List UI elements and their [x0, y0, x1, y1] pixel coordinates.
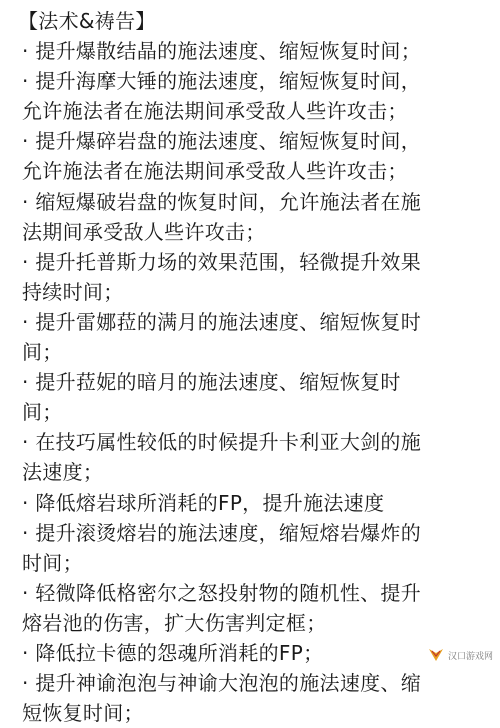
- watermark-text: 汉口游戏网: [447, 651, 493, 662]
- section-title: 【法术&祷告】: [18, 9, 156, 33]
- text-line: · 提升爆散结晶的施法速度、缩短恢复时间；: [22, 39, 422, 64]
- text-line: 持续时间；: [22, 279, 124, 304]
- text-line: · 提升托普斯力场的效果范围，轻微提升效果: [22, 249, 422, 274]
- text-line: · 提升雷娜菈的满月的施法速度、缩短恢复时: [22, 309, 422, 334]
- site-logo-icon: [427, 647, 445, 663]
- text-line: · 提升爆碎岩盘的施法速度、缩短恢复时间，: [22, 129, 422, 154]
- text-line: 短恢复时间；: [22, 701, 144, 726]
- text-line: 间；: [22, 400, 63, 425]
- watermark: [424, 646, 496, 664]
- text-line: · 提升滚烫熔岩的施法速度，缩短熔岩爆炸的: [22, 520, 422, 545]
- text-line: 法期间承受敌人些许攻击；: [22, 219, 266, 244]
- text-line: · 在技巧属性较低的时候提升卡利亚大剑的施: [22, 430, 422, 455]
- text-line: 熔岩池的伤害，扩大伤害判定框；: [22, 610, 327, 635]
- text-line: 时间；: [22, 550, 83, 575]
- text-line: · 降低拉卡德的怨魂所消耗的FP；: [22, 640, 324, 665]
- text-line: · 提升菈妮的暗月的施法速度、缩短恢复时: [22, 370, 401, 395]
- text-line: · 缩短爆破岩盘的恢复时间，允许施法者在施: [22, 189, 422, 214]
- text-line: 间；: [22, 340, 63, 365]
- text-line: · 降低熔岩球所消耗的FP，提升施法速度: [22, 490, 385, 515]
- text-line: 允许施法者在施法期间承受敌人些许攻击；: [22, 159, 408, 184]
- text-line: 允许施法者在施法期间承受敌人些许攻击；: [22, 99, 408, 124]
- text-line: · 轻微降低格密尔之怒投射物的随机性、提升: [22, 580, 422, 605]
- text-line: 法速度；: [22, 460, 104, 485]
- text-line: · 提升神谕泡泡与神谕大泡泡的施法速度、缩: [22, 671, 422, 696]
- text-line: · 提升海摩大锤的施法速度，缩短恢复时间，: [22, 69, 422, 94]
